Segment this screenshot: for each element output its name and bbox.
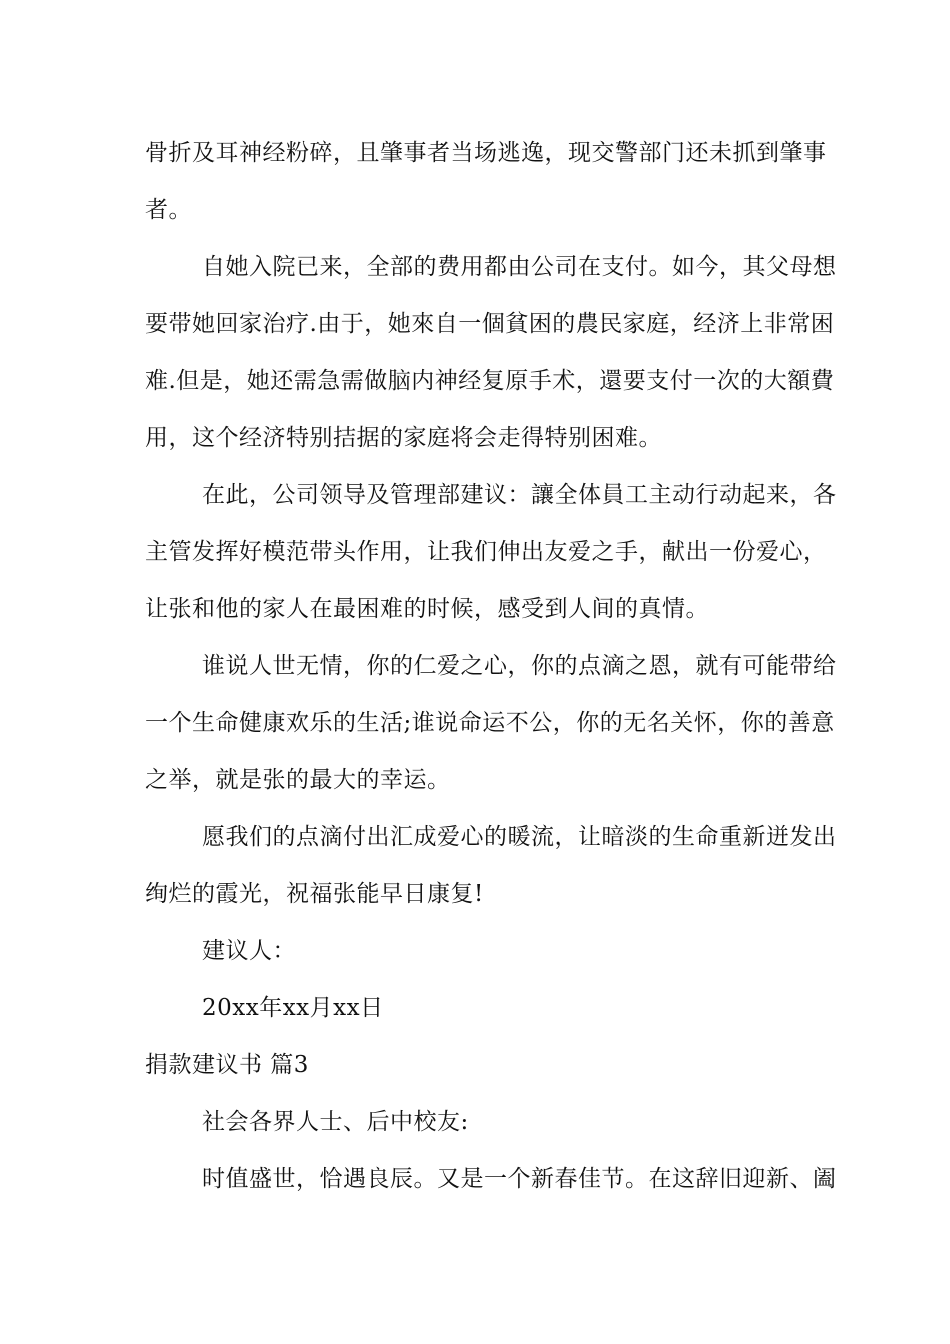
paragraph-line: 主管发挥好模范带头作用，让我们伸出友爱之手，献出一份爱心， (145, 539, 827, 565)
paragraph-line: 用，这个经济特别拮据的家庭将会走得特别困难。 (145, 425, 662, 451)
paragraph-line: 骨折及耳神经粉碎，且肇事者当场逃逸，现交警部门还未抓到肇事 (145, 140, 827, 166)
paragraph-line: 绚烂的霞光，祝福张能早日康复! (145, 881, 484, 907)
paragraph-line: 要带她回家治疗.由于，她來自一個貧困的農民家庭，经济上非常困 (145, 311, 835, 337)
paragraph-line: 愿我们的点滴付出汇成爱心的暖流，让暗淡的生命重新迸发出 (202, 824, 837, 850)
paragraph-line: 一个生命健康欢乐的生活;谁说命运不公，你的无名关怀，你的善意 (145, 710, 835, 736)
paragraph-line: 谁说人世无情，你的仁爱之心，你的点滴之恩，就有可能带给 (202, 653, 837, 679)
paragraph-line: 时值盛世，恰遇良辰。又是一个新春佳节。在这辞旧迎新、阖 (202, 1166, 837, 1192)
paragraph-line: 之举，就是张的最大的幸运。 (145, 767, 451, 793)
paragraph-line: 自她入院已来，全部的费用都由公司在支付。如今，其父母想 (202, 254, 837, 280)
date-line: 20xx年xx月xx日 (202, 995, 384, 1021)
paragraph-line: 难.但是，她还需急需做脑内神经复原手术，還要支付一次的大額費 (145, 368, 835, 394)
paragraph-line: 让张和他的家人在最困难的时候，感受到人间的真情。 (145, 596, 709, 622)
salutation: 社会各界人士、后中校友: (202, 1109, 469, 1135)
signature-label: 建议人： (202, 938, 296, 964)
paragraph-line: 在此，公司领导及管理部建议：讓全体員工主动行动起来，各 (202, 482, 837, 508)
section-heading: 捐款建议书 篇3 (145, 1052, 309, 1078)
paragraph-line: 者。 (145, 197, 192, 223)
